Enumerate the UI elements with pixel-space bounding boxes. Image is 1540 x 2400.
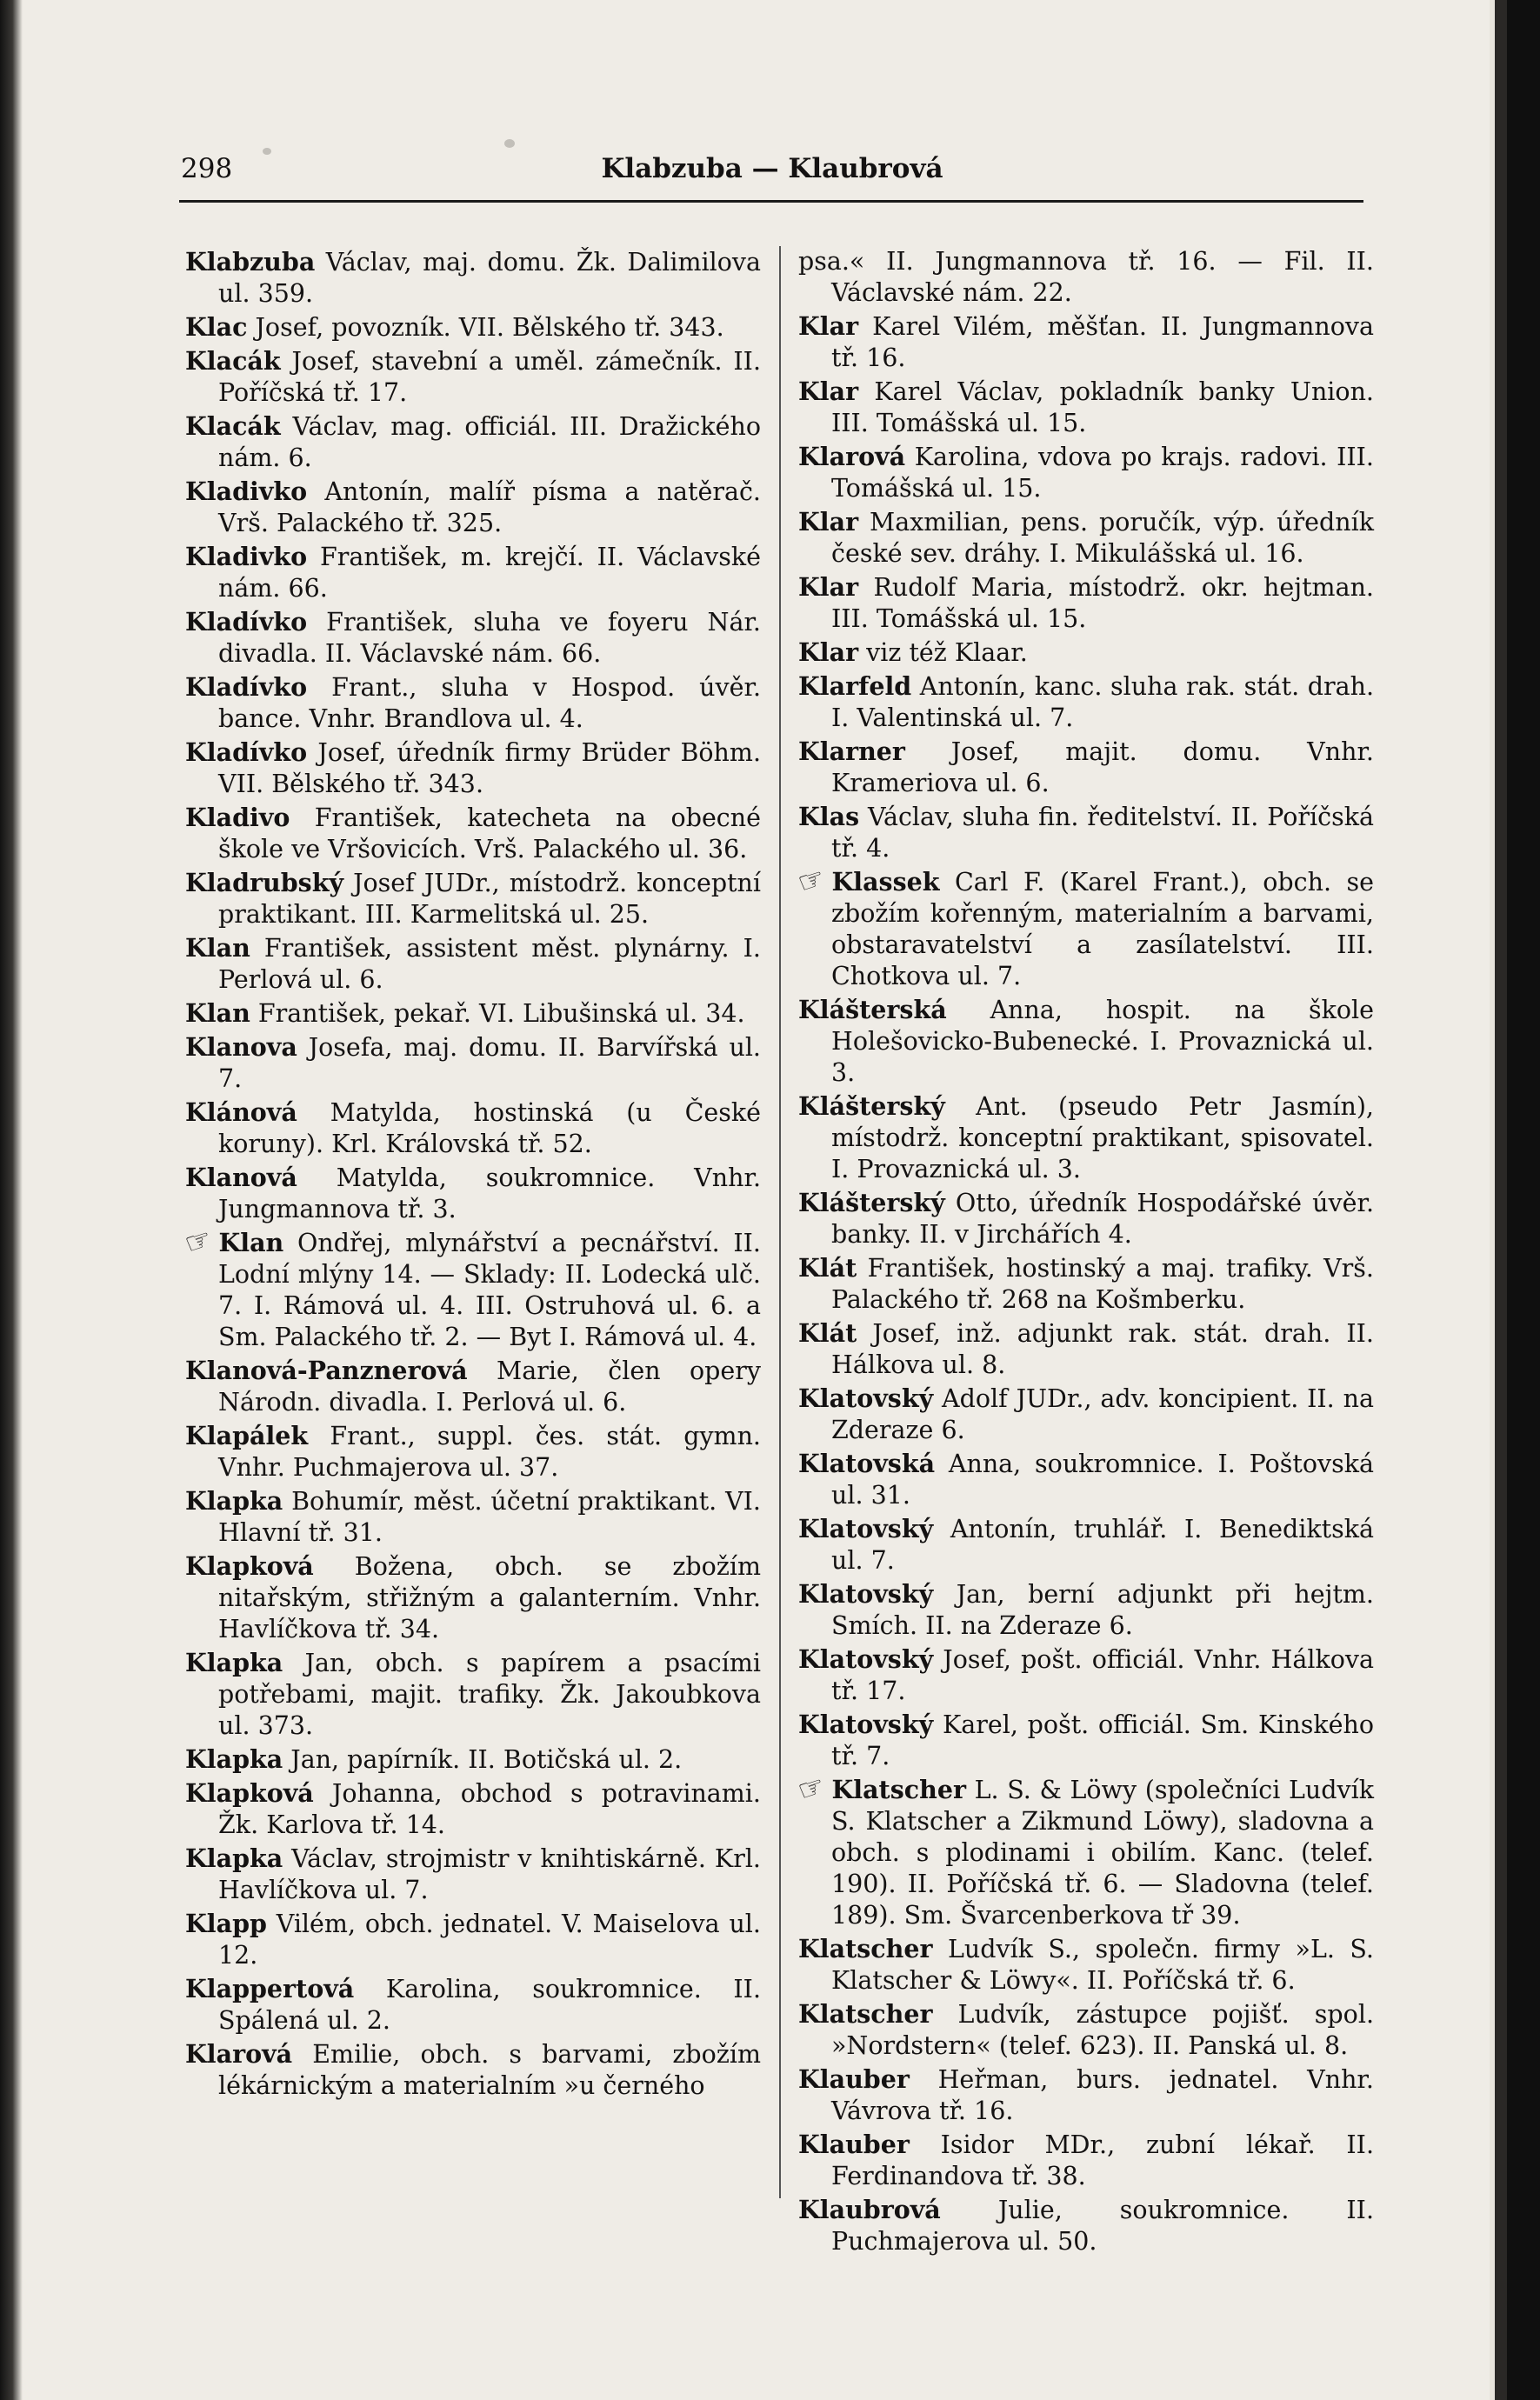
entry-details: Carl F. (Karel Frant.), obch. se zbožím kořenným, materialním a barvami, obstaravatelství a zasílatelství. III. Chotkova ul. 7. (831, 868, 1374, 990)
directory-entry (798, 637, 1374, 669)
directory-entry (185, 1743, 761, 1776)
entry-details: František, pekař. VI. Libušinská ul. 34. (250, 999, 745, 1028)
column-divider (779, 246, 781, 2198)
entry-surname: Klassek (831, 867, 940, 897)
entry-details: L. S. & Löwy (společníci Ludvík S. Klatscher a Zikmund Löwy), sladovna a obch. s plodinami i obilím. Kanc. (telef. 190). II. Poříčská tř. 6. — Sladovna (telef. 189). Sm. Švarcenberkova tř 39. (831, 1776, 1374, 1930)
entry-details: František, hostinský a maj. trafiky. Vrš. Palackého tř. 268 na Košmberku. (831, 1254, 1374, 1314)
entry-details: Johanna, obchod s potravinami. Žk. Karlova tř. 14. (218, 1779, 761, 1839)
directory-entry (793, 860, 1374, 992)
directory-entry (180, 1221, 761, 1353)
directory-entry (185, 606, 761, 670)
entry-surname: Kladívko (185, 672, 308, 702)
entry-surname: Kladrubský (185, 868, 344, 897)
entry-details: Ludvík, zástupce pojišť. spol. »Nordstern« (telef. 623). II. Panská ul. 8. (831, 2000, 1374, 2060)
entry-surname: Klapka (185, 1648, 283, 1677)
entry-surname: Klabzuba (185, 247, 316, 277)
entry-surname: Klaubrová (798, 2195, 941, 2224)
entry-details: Josef, inž. adjunkt rak. stát. drah. II. Hálkova ul. 8. (831, 1319, 1374, 1379)
entry-surname: Kladívko (185, 607, 308, 637)
directory-entry (185, 1550, 761, 1645)
directory-entry (798, 310, 1374, 374)
entry-surname: Klapka (185, 1843, 283, 1873)
entry-details: Karel, pošt. officiál. Sm. Kinského tř. 7. (831, 1710, 1374, 1770)
entry-details: Matylda, soukromnice. Vnhr. Jungmannova tř. 3. (218, 1163, 761, 1223)
entry-surname: Klát (798, 1253, 857, 1283)
entry-details: Antonín, malíř písma a natěrač. Vrš. Palackého tř. 325. (218, 477, 761, 537)
directory-entry (185, 671, 761, 735)
directory-entry (798, 1998, 1374, 2062)
directory-entry (185, 311, 761, 343)
ink-speck (504, 139, 515, 148)
entry-details: Ondřej, mlynářství a pecnářství. II. Lodní mlýny 14. — Sklady: II. Lodecká ulč. 7. I. Rámová ul. 4. III. Ostruhová ul. 6. a Sm. Palackého tř. 2. — Byt I. Rámová ul. 4. (218, 1229, 761, 1351)
entry-surname: Klatscher (798, 1934, 933, 1963)
entry-surname: Klatovský (798, 1383, 934, 1413)
entry-surname: Klacák (185, 411, 281, 441)
pointing-hand-icon: ☞ (793, 1768, 830, 1810)
entry-details: Marie, člen opery Národn. divadla. I. Perlová ul. 6. (218, 1357, 761, 1417)
entry-details: Josef, stavební a uměl. zámečník. II. Poříčská tř. 17. (218, 347, 761, 407)
entry-surname: Kladivo (185, 803, 290, 832)
entry-details: Ant. (pseudo Petr Jasmín), místodrž. konceptní praktikant, spisovatel. I. Provaznická ul. 3. (831, 1092, 1374, 1183)
entry-surname: Klát (798, 1318, 857, 1348)
entry-details: Heřman, burs. jednatel. Vnhr. Vávrova tř. 16. (831, 2065, 1374, 2125)
entry-surname: Klatscher (798, 1999, 933, 2029)
header-rule (179, 200, 1363, 203)
entry-details: Antonín, truhlář. I. Benediktská ul. 7. (831, 1515, 1374, 1575)
page-header (181, 153, 1363, 188)
entry-surname: Klatovský (798, 1644, 934, 1674)
entry-surname: Klanová-Panznerová (185, 1356, 468, 1385)
entry-surname: Klarfeld (798, 671, 912, 701)
entry-details: Ludvík S., společn. firmy »L. S. Klatscher & Löwy«. II. Poříčská tř. 6. (831, 1935, 1374, 1995)
directory-entry (185, 1355, 761, 1418)
entry-details: Karel Vilém, měšťan. II. Jungmannova tř. 16. (831, 312, 1374, 372)
directory-entry (185, 997, 761, 1030)
directory-entry (798, 2194, 1374, 2257)
entry-surname: Kladivko (185, 477, 308, 506)
directory-entry (185, 1420, 761, 1483)
entry-details: Václav, mag. officiál. III. Dražického nám. 6. (218, 412, 761, 472)
entry-surname: Klas (798, 802, 860, 831)
entry-surname: Klatovský (798, 1514, 934, 1543)
entry-surname: Klapálek (185, 1421, 309, 1450)
entry-surname: Klarová (798, 442, 906, 471)
entry-surname: Klatovský (798, 1710, 934, 1739)
entry-details: Josef, majit. domu. Vnhr. Krameriova ul. 6. (831, 737, 1374, 797)
directory-entry (185, 737, 761, 800)
entry-surname: Klarová (185, 2039, 293, 2069)
directory-entry (185, 476, 761, 539)
directory-entry (798, 1513, 1374, 1577)
directory-entry (798, 1317, 1374, 1381)
directory-entry (185, 1777, 761, 1841)
entry-surname: Klar (798, 572, 859, 602)
directory-entry (185, 1973, 761, 2037)
entry-details: Josef JUDr., místodrž. konceptní praktikant. III. Karmelitská ul. 25. (218, 869, 761, 929)
entry-surname: Klapka (185, 1486, 283, 1516)
entry-surname: Klapková (185, 1778, 314, 1808)
entry-surname: Kladívko (185, 737, 308, 767)
entry-details: Anna, soukromnice. I. Poštovská ul. 31. (831, 1450, 1374, 1510)
entry-surname: Klatovský (798, 1579, 934, 1609)
directory-entry (798, 506, 1374, 570)
entry-details: Jan, obch. s papírem a psacími potřebami, majit. trafiky. Žk. Jakoubkova ul. 373. (218, 1649, 761, 1740)
entry-details: Jan, berní adjunkt při hejtm. Smích. II. na Zderaze 6. (831, 1580, 1374, 1640)
page-number: 298 (181, 153, 233, 184)
entry-surname: Klappertová (185, 1974, 355, 2003)
entry-details: Josefa, maj. domu. II. Barvířská ul. 7. (218, 1033, 761, 1093)
entry-details: Otto, úředník Hospodářské úvěr. banky. II. v Jirchářích 4. (831, 1189, 1374, 1249)
entry-details: Božena, obch. se zbožím nitařským, střižným a galanterním. Vnhr. Havlíčkova tř. 34. (218, 1552, 761, 1643)
entry-details: Josef, úředník firmy Brüder Böhm. VII. Bělského tř. 343. (218, 738, 761, 798)
entry-surname: Klášterský (798, 1091, 945, 1121)
entry-details: Václav, strojmistr v knihtiskárně. Krl. Havlíčkova ul. 7. (218, 1844, 761, 1904)
entry-details: Josef, pošt. officiál. Vnhr. Hálkova tř. 17. (831, 1645, 1374, 1705)
directory-entry (798, 1383, 1374, 1446)
entry-details: Rudolf Maria, místodrž. okr. hejtman. III. Tomášská ul. 15. (831, 573, 1374, 633)
directory-entry (185, 345, 761, 409)
entry-details: Maxmilian, pens. poručík, výp. úředník české sev. dráhy. I. Mikulášská ul. 16. (831, 508, 1374, 568)
running-head: Klabzuba — Klaubrová (601, 153, 943, 184)
entry-surname: Kladivko (185, 542, 308, 571)
directory-entry (798, 1090, 1374, 1185)
entry-surname: Klášterský (798, 1188, 945, 1217)
directory-entry (798, 994, 1374, 1089)
entry-details: Anna, hospit. na škole Holešovicko-Bubenecké. I. Provaznická ul. 3. (831, 996, 1374, 1087)
entry-surname: Klar (798, 311, 859, 341)
directory-entry (798, 2129, 1374, 2192)
entry-surname: Klan (185, 998, 250, 1028)
entry-details: Adolf JUDr., adv. koncipient. II. na Zderaze 6. (831, 1384, 1374, 1444)
directory-entry (798, 571, 1374, 635)
entry-surname: Klan (218, 1228, 284, 1257)
directory-entry (798, 801, 1374, 864)
directory-entry (798, 1187, 1374, 1250)
entry-details: Karel Václav, pokladník banky Union. III. Tomášská ul. 15. (831, 377, 1374, 437)
pointing-hand-icon: ☞ (793, 860, 830, 902)
entry-details: František, m. krejčí. II. Václavské nám. 66. (218, 543, 761, 603)
directory-entry (798, 2063, 1374, 2127)
entry-surname: Klatovská (798, 1449, 936, 1478)
entry-surname: Klanova (185, 1032, 297, 1062)
directory-entry (798, 736, 1374, 799)
entry-surname: Klar (798, 507, 859, 537)
directory-entry (185, 1843, 761, 1906)
directory-entry (798, 376, 1374, 439)
entry-details: viz též Klaar. (858, 638, 1028, 667)
entry-surname: Klar (798, 637, 859, 667)
page-edge-right (1490, 0, 1540, 2400)
directory-entry (798, 441, 1374, 504)
entry-details: Václav, maj. domu. Žk. Dalimilova ul. 359. (218, 248, 761, 308)
entry-surname: Klarner (798, 737, 905, 766)
directory-entry (185, 410, 761, 474)
directory-entry (798, 1709, 1374, 1772)
directory-entry (185, 1647, 761, 1742)
entry-details: Karolina, vdova po krajs. radovi. III. Tomášská ul. 15. (831, 443, 1374, 503)
directory-entry (185, 1097, 761, 1160)
entry-details: Josef, povozník. VII. Bělského tř. 343. (247, 313, 724, 342)
entry-details: Jan, papírník. II. Botičská ul. 2. (283, 1745, 683, 1774)
directory-entry (798, 1578, 1374, 1642)
entry-surname: Klatscher (831, 1775, 966, 1804)
entry-details: František, sluha ve foyeru Nár. divadla. II. Václavské nám. 66. (218, 608, 761, 668)
entry-surname: Klan (185, 933, 250, 963)
entry-surname: Klauber (798, 2064, 910, 2094)
ink-speck (263, 148, 271, 155)
pointing-hand-icon: ☞ (180, 1221, 217, 1263)
entry-surname: Klášterská (798, 995, 947, 1024)
entry-surname: Klar (798, 377, 859, 406)
directory-entry (798, 670, 1374, 734)
entry-surname: Klapka (185, 1744, 283, 1774)
entry-details: Frant., sluha v Hospod. úvěr. bance. Vnhr. Brandlova ul. 4. (218, 673, 761, 733)
entry-surname: Klanová (185, 1163, 297, 1192)
left-column (180, 246, 761, 2103)
directory-entry (185, 867, 761, 930)
entry-details: Bohumír, měst. účetní praktikant. VI. Hlavní tř. 31. (218, 1487, 761, 1547)
entry-surname: Klauber (798, 2130, 910, 2159)
directory-entry (185, 1031, 761, 1095)
right-column (793, 246, 1374, 2259)
entry-details: Frant., suppl. čes. stát. gymn. Vnhr. Puchmajerova ul. 37. (218, 1422, 761, 1482)
directory-entry (798, 1643, 1374, 1707)
entry-surname: Klapková (185, 1551, 314, 1581)
directory-entry (798, 1252, 1374, 1316)
entry-details: Karolina, soukromnice. II. Spálená ul. 2. (218, 1975, 761, 2035)
entry-surname: Klacák (185, 346, 281, 376)
entry-details: Matylda, hostinská (u České koruny). Krl. Královská tř. 52. (218, 1098, 761, 1158)
directory-entry (798, 246, 1374, 309)
directory-entry (185, 932, 761, 996)
directory-entry (185, 2038, 761, 2102)
directory-entry (185, 246, 761, 310)
page-edge-left (0, 0, 23, 2400)
directory-entry (185, 1485, 761, 1549)
entry-surname: Klánová (185, 1097, 297, 1127)
entry-details: Isidor MDr., zubní lékař. II. Ferdinandova tř. 38. (831, 2130, 1374, 2190)
directory-entry (798, 1448, 1374, 1511)
entry-details: Vilém, obch. jednatel. V. Maiselova ul. 12. (218, 1910, 761, 1970)
entry-details: psa.« II. Jungmannova tř. 16. — Fil. II. Václavské nám. 22. (798, 247, 1374, 307)
entry-details: Emilie, obch. s barvami, zbožím lékárnickým a materialním »u černého (218, 2040, 761, 2100)
directory-entry (185, 541, 761, 604)
entry-details: František, katecheta na obecné škole ve Vršovicích. Vrš. Palackého ul. 36. (218, 803, 761, 863)
directory-entry (185, 1908, 761, 1971)
directory-entry (185, 802, 761, 865)
directory-entry (793, 1768, 1374, 1931)
entry-details: František, assistent měst. plynárny. I. Perlová ul. 6. (218, 934, 761, 994)
directory-entry (185, 1162, 761, 1225)
entry-surname: Klac (185, 312, 248, 342)
directory-entry (798, 1933, 1374, 1997)
entry-details: Julie, soukromnice. II. Puchmajerova ul. 50. (831, 2196, 1374, 2256)
entry-surname: Klapp (185, 1909, 267, 1938)
entry-details: Antonín, kanc. sluha rak. stát. drah. I. Valentinská ul. 7. (831, 672, 1374, 732)
entry-details: Václav, sluha fin. ředitelství. II. Poříčská tř. 4. (831, 803, 1374, 863)
